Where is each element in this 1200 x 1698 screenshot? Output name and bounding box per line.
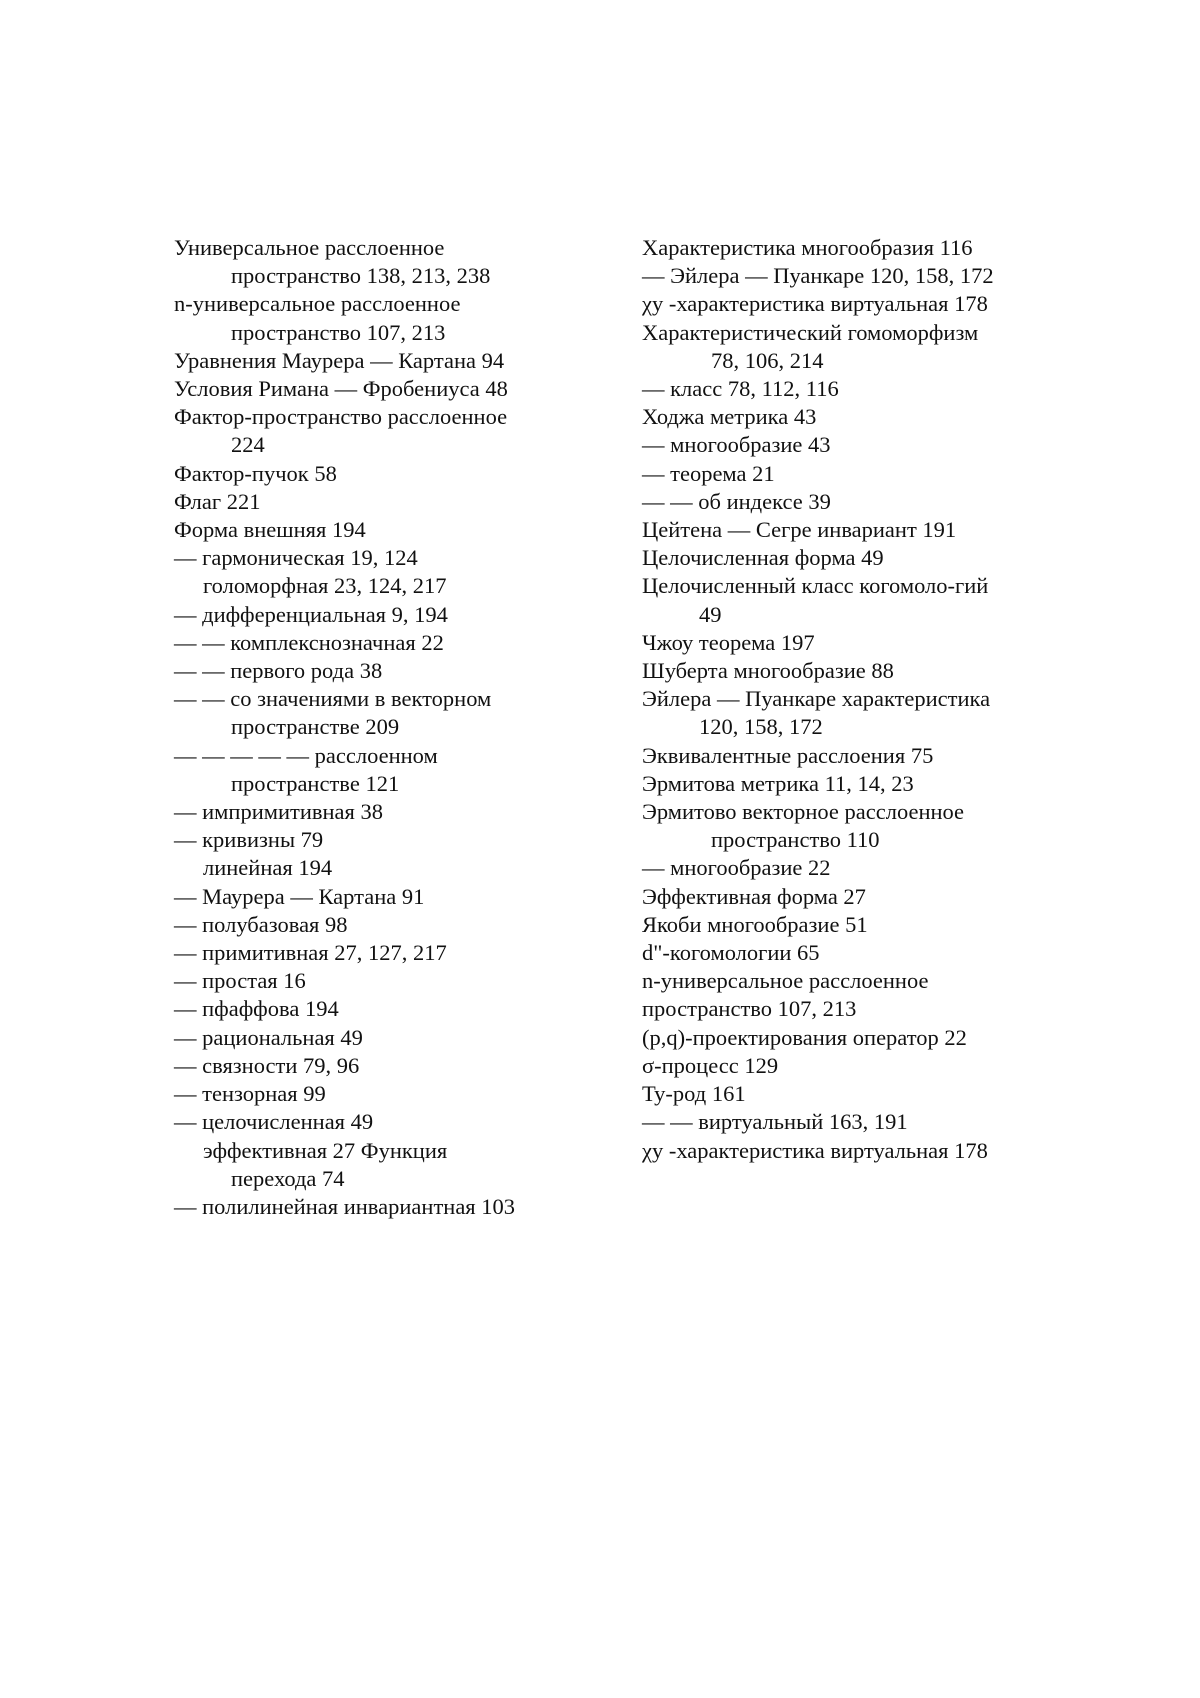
index-entry: d"-когомологии 65: [642, 940, 820, 966]
index-entry: Ty-род 161: [642, 1081, 746, 1107]
index-entry: пространстве 209: [231, 714, 400, 740]
index-entry: Фактор-пространство расслоенное: [174, 404, 508, 430]
index-entry: Фактор-пучок 58: [174, 460, 337, 486]
index-entry: Эквивалентные расслоения 75: [642, 742, 934, 768]
index-entry: n-универсальное расслоенное: [642, 968, 929, 994]
index-entry: Эйлера — Пуанкаре характеристика: [642, 686, 991, 712]
index-entry: — — — — — расслоенном: [174, 742, 438, 768]
index-entry: Чжоу теорема 197: [642, 629, 815, 655]
index-entry: — полилинейная инвариантная 103: [174, 1193, 516, 1219]
index-entry: σ-процесс 129: [642, 1052, 779, 1078]
index-entry: перехода 74: [231, 1165, 345, 1191]
index-entry: Эффективная форма 27: [642, 883, 866, 909]
index-entry: пространство 107, 213: [642, 996, 857, 1022]
index-entry: — импримитивная 38: [174, 799, 384, 825]
index-entry: Целочисленный класс когомоло-гий: [642, 573, 989, 599]
index-entry: — Маурера — Картана 91: [174, 883, 425, 909]
index-entry: Флаг 221: [174, 488, 261, 514]
index-entry: линейная 194: [203, 855, 333, 881]
index-entry: Цейтена — Сегре инвариант 191: [642, 517, 957, 543]
index-column-left: [174, 234, 634, 1221]
index-entry: — дифференциальная 9, 194: [174, 601, 448, 627]
index-entry: Ходжа метрика 43: [642, 404, 817, 430]
index-entry: — рациональная 49: [174, 1024, 363, 1050]
index-entry: — гармоническая 19, 124: [174, 545, 418, 571]
index-entry: — теорема 21: [642, 460, 775, 486]
index-entry: — кривизны 79: [174, 827, 324, 853]
index-entry: Якоби многообразие 51: [642, 911, 868, 937]
index-entry: Эрмитово векторное расслоенное: [642, 799, 965, 825]
index-entry: n-универсальное расслоенное: [174, 291, 461, 317]
index-entry: 120, 158, 172: [699, 714, 823, 740]
index-entry: χy -характеристика виртуальная 178: [642, 291, 988, 317]
index-entry: пространство 138, 213, 238: [231, 263, 491, 289]
index-entry: — простая 16: [174, 968, 306, 994]
index-entry: пространство 110: [711, 827, 880, 853]
index-entry: — тензорная 99: [174, 1081, 326, 1107]
index-column-right: [642, 234, 1122, 1165]
index-entry: — — комплекснозначная 22: [174, 629, 444, 655]
index-entry: Шуберта многообразие 88: [642, 658, 894, 684]
index-entry: (p,q)-проектирования оператор 22: [642, 1024, 967, 1050]
index-entry: 78, 106, 214: [711, 347, 824, 373]
index-entry: — связности 79, 96: [174, 1052, 360, 1078]
index-entry: пространствe 121: [231, 770, 400, 796]
index-entry: — класс 78, 112, 116: [642, 376, 839, 402]
index-entry: Характеристический гомоморфизм: [642, 319, 979, 345]
index-entry: — пфаффова 194: [174, 996, 339, 1022]
index-entry: 224: [231, 432, 265, 458]
index-entry: эффективная 27 Функция: [203, 1137, 448, 1163]
index-entry: Уравнения Маурера — Картана 94: [174, 347, 505, 373]
index-entry: — — первого рода 38: [174, 658, 383, 684]
index-entry: — полубазовая 98: [174, 911, 348, 937]
index-entry: Целочисленная форма 49: [642, 545, 884, 571]
index-entry: — примитивная 27, 127, 217: [174, 940, 447, 966]
index-entry: Форма внешняя 194: [174, 517, 366, 543]
index-entry: Условия Римана — Фробениуса 48: [174, 376, 508, 402]
index-entry: 49: [699, 601, 722, 627]
index-entry: Универсальное расслоенное: [174, 235, 445, 260]
index-entry: — Эйлера — Пуанкаре 120, 158, 172: [642, 263, 994, 289]
index-entry: — — со значениями в векторном: [174, 686, 492, 712]
index-entry: — многообразие 22: [642, 855, 831, 881]
index-entry: голоморфная 23, 124, 217: [203, 573, 447, 599]
index-entry: Характеристика многообразия 116: [642, 235, 973, 260]
index-entry: — целочисленная 49: [174, 1109, 374, 1135]
index-entry: — — виртуальный 163, 191: [642, 1109, 908, 1135]
index-entry: пространство 107, 213: [231, 319, 446, 345]
index-entry: — многообразие 43: [642, 432, 831, 458]
index-entry: Эрмитова метрика 11, 14, 23: [642, 770, 914, 796]
index-entry: — — об индексе 39: [642, 488, 831, 514]
index-entry: χy -характеристика виртуальная 178: [642, 1137, 988, 1163]
